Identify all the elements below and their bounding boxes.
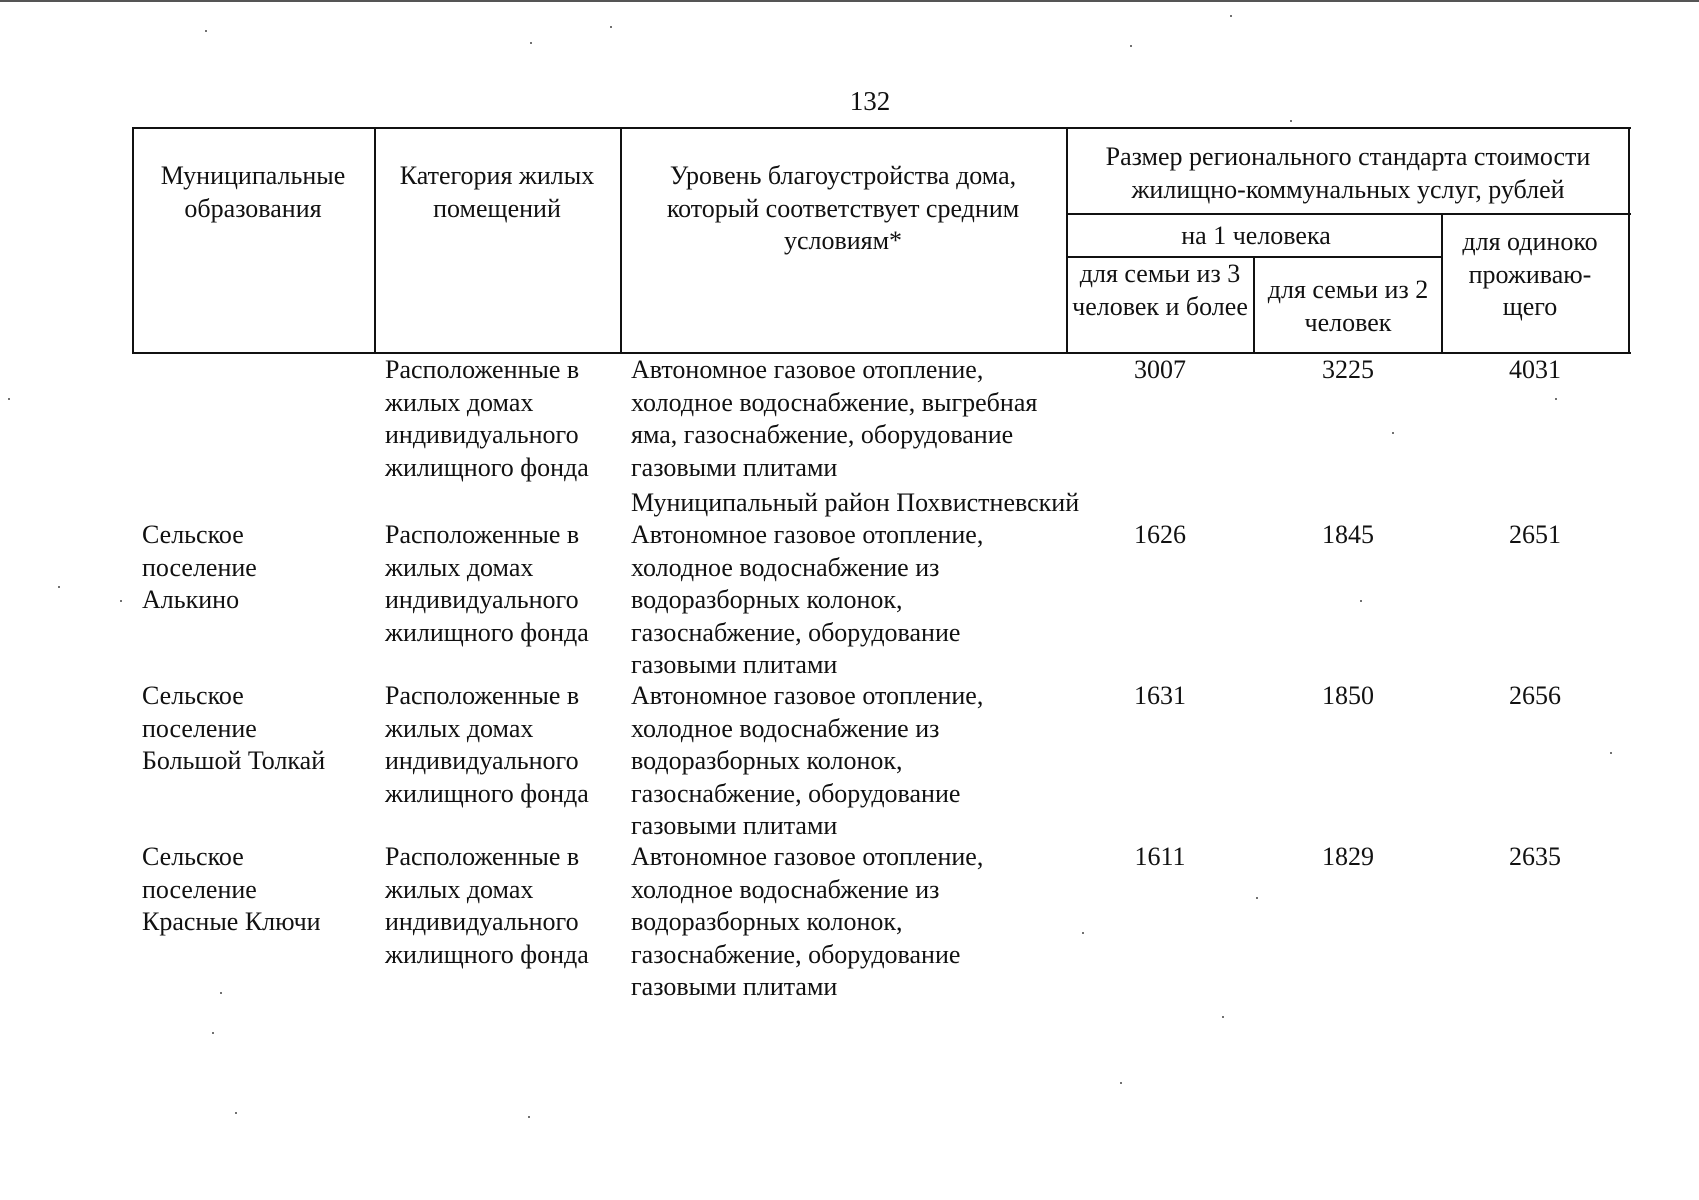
row-municipality: Сельское поселение Красные Ключи [142, 842, 321, 936]
scan-speck [1610, 752, 1612, 754]
row-single: 2656 [1509, 681, 1561, 710]
page-number: 132 [849, 86, 891, 116]
scan-speck [120, 600, 122, 602]
header-family-2: для семьи из 2 человек [1267, 275, 1429, 337]
col-divider-3 [1066, 127, 1068, 354]
row-family-2: 1850 [1322, 681, 1374, 710]
header-municipalities: Муниципальные образования [160, 161, 346, 223]
scan-speck [1130, 45, 1132, 47]
row-family-3-plus: 1626 [1134, 520, 1186, 549]
col-divider-4 [1253, 256, 1255, 354]
table-top-border [132, 127, 1631, 129]
scan-speck [1555, 398, 1557, 400]
scan-speck [610, 26, 612, 28]
table-right-border [1628, 127, 1630, 354]
row-municipality: Сельское поселение Большой Толкай [142, 681, 326, 775]
header-standard-size: Размер регионального стандарта стоимости жилищно-коммунальных услуг, рублей [1105, 142, 1591, 204]
continuation-family-2: 3225 [1322, 355, 1374, 384]
row-level: Автономное газовое отопление, холодное водоснабжение из водоразборных колонок, газоснабжение, оборудование газовыми плитами [631, 842, 984, 1001]
scan-speck [1256, 897, 1258, 899]
scan-speck [1120, 1082, 1122, 1084]
header-level: Уровень благоустройства дома, который соответствует средним условиям* [666, 161, 1020, 255]
continuation-level: Автономное газовое отопление, холодное водоснабжение, выгребная яма, газоснабжение, оборудование газовыми плитами [631, 355, 1038, 482]
section-title: Муниципальный район Похвистневский [631, 488, 1080, 517]
row-category: Расположенные в жилых домах индивидуального жилищного фонда [385, 681, 589, 808]
col-divider-1 [374, 127, 376, 354]
row-level: Автономное газовое отопление, холодное водоснабжение из водоразборных колонок, газоснабжение, оборудование газовыми плитами [631, 681, 984, 840]
scan-top-edge [0, 0, 1699, 2]
row-category: Расположенные в жилых домах индивидуального жилищного фонда [385, 520, 589, 647]
table-left-border [132, 127, 134, 354]
row-category: Расположенные в жилых домах индивидуального жилищного фонда [385, 842, 589, 969]
standard-size-divider [1066, 213, 1631, 215]
continuation-single: 4031 [1509, 355, 1561, 384]
row-family-2: 1845 [1322, 520, 1374, 549]
scan-speck [205, 30, 207, 32]
row-family-2: 1829 [1322, 842, 1374, 871]
continuation-category: Расположенные в жилых домах индивидуального жилищного фонда [385, 355, 589, 482]
scan-speck [58, 586, 60, 588]
row-single: 2635 [1509, 842, 1561, 871]
row-family-3-plus: 1611 [1134, 842, 1186, 871]
col-divider-2 [620, 127, 622, 354]
header-per-person: на 1 человека [1181, 221, 1331, 250]
scan-speck [1360, 600, 1362, 602]
scan-speck [1230, 15, 1232, 17]
scan-speck [1392, 432, 1394, 434]
scan-speck [528, 1116, 530, 1118]
scan-speck [1290, 120, 1292, 122]
scan-speck [1082, 932, 1084, 934]
header-family-3-plus: для семьи из 3 человек и более [1072, 259, 1248, 321]
header-single: для одиноко проживаю-щего [1462, 227, 1598, 321]
row-family-3-plus: 1631 [1134, 681, 1186, 710]
continuation-family-3-plus: 3007 [1134, 355, 1186, 384]
scan-speck [212, 1032, 214, 1034]
row-municipality: Сельское поселение Алькино [142, 520, 257, 614]
scan-speck [8, 398, 10, 400]
scan-speck [235, 1112, 237, 1114]
scan-speck [220, 992, 222, 994]
row-single: 2651 [1509, 520, 1561, 549]
header-category: Категория жилых помещений [399, 161, 595, 223]
scan-speck [1222, 1016, 1224, 1018]
row-level: Автономное газовое отопление, холодное водоснабжение из водоразборных колонок, газоснабжение, оборудование газовыми плитами [631, 520, 984, 679]
scan-speck [530, 42, 532, 44]
